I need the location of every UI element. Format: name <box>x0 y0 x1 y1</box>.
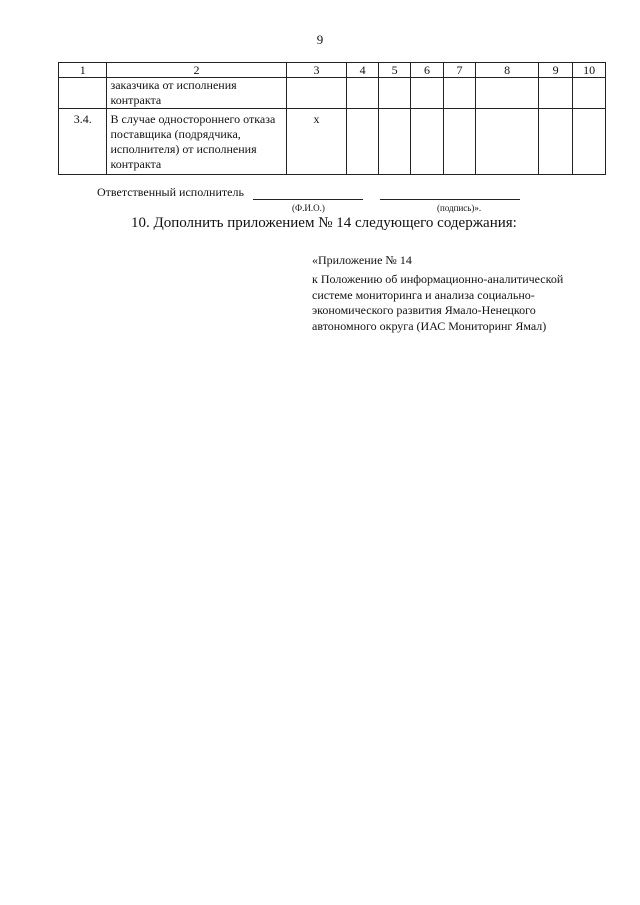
row-description <box>107 78 286 109</box>
signature-blank <box>380 188 520 200</box>
column-header: 5 <box>378 63 410 78</box>
data-table <box>58 62 606 175</box>
cell-col6 <box>411 78 443 109</box>
column-header: 6 <box>411 63 443 78</box>
appendix-heading: «Приложение № 14 <box>312 253 412 267</box>
description-line: поставщика (подрядчика, <box>110 127 241 141</box>
signature-label: Ответственный исполнитель <box>97 185 244 199</box>
appendix-text <box>312 272 602 334</box>
table-row <box>59 109 606 175</box>
description-line: контракта <box>110 93 162 107</box>
paragraph-10: 10. Дополнить приложением № 14 следующего содержания: <box>131 215 517 231</box>
row-number <box>59 78 107 109</box>
column-header: 2 <box>107 63 286 78</box>
cell-col5 <box>378 78 410 109</box>
description-line: заказчика от исполнения <box>110 78 237 92</box>
column-header: 10 <box>573 63 606 78</box>
row-number: 3.4. <box>59 109 107 175</box>
signature-line <box>97 185 520 200</box>
row-description <box>107 109 286 175</box>
cell-col9 <box>538 109 572 175</box>
cell-col5 <box>378 109 410 175</box>
cell-col9 <box>538 78 572 109</box>
signature-hint: (подпись)». <box>437 203 482 213</box>
cell-col3 <box>286 78 347 109</box>
table-row <box>59 78 606 109</box>
fio-blank <box>253 188 363 200</box>
cell-col8 <box>476 78 539 109</box>
column-header: 9 <box>538 63 572 78</box>
column-header: 3 <box>286 63 347 78</box>
fio-hint: (Ф.И.О.) <box>292 203 325 213</box>
appendix-line: экономического развития Ямало-Ненецкого <box>312 303 536 317</box>
cell-col7 <box>443 78 475 109</box>
description-line: контракта <box>110 157 162 171</box>
column-header: 1 <box>59 63 107 78</box>
cell-col4 <box>347 109 378 175</box>
column-header: 8 <box>476 63 539 78</box>
cell-col6 <box>411 109 443 175</box>
page-number: 9 <box>316 32 324 47</box>
cell-col10 <box>573 78 606 109</box>
cell-col8 <box>476 109 539 175</box>
cell-col3: х <box>286 109 347 175</box>
cell-col7 <box>443 109 475 175</box>
appendix-line: автономного округа (ИАС Мониторинг Ямал) <box>312 318 547 333</box>
cell-col10 <box>573 109 606 175</box>
appendix-line: системе мониторинга и анализа социально- <box>312 287 535 302</box>
description-line: В случае одностороннего отказа <box>110 112 276 126</box>
column-header: 7 <box>443 63 475 78</box>
cell-col4 <box>347 78 378 109</box>
table-header-row <box>59 63 606 78</box>
description-line: исполнителя) от исполнения <box>110 142 257 156</box>
appendix-line: к Положению об информационно-аналитической <box>312 272 564 286</box>
column-header: 4 <box>347 63 378 78</box>
